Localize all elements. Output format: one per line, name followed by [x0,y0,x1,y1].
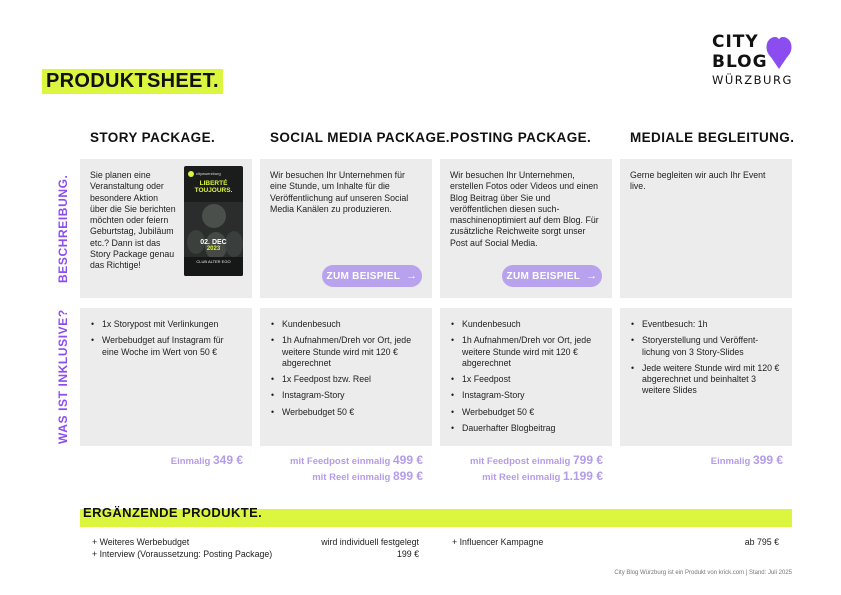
example-button-posting[interactable] [502,265,602,287]
list-item: • Werbebudget 50 € [450,407,602,418]
side-label-inclusive: WAS IST INKLUSIVE? [56,309,70,445]
story-date-2: 2023 [206,246,221,252]
footer-note: City Blog Würzburg ist ein Produkt von krick.com | Stand: Juli 2025 [614,570,792,576]
extra-item-label: + Interview (Voraussetzung: Posting Package) [92,549,273,559]
story-date-1: 02. DEC [200,239,227,246]
extra-item-label: + Influencer Kampagne [452,537,544,547]
price-social-media [260,453,423,485]
price-label: mit Feedpost einmalig [290,456,391,467]
logo-line-city: CITY [712,32,759,52]
description-text: Wir besuchen Ihr Unternehmen für eine Stunde, um Inhalte für die Veröffentlichung auf unseren Social Media Kanälen zu produzieren. [270,170,409,214]
column-title-mediale: MEDIALE BEGLEITUNG. [630,130,795,145]
price-value: 499 € [392,453,423,467]
list-item: • 1h Aufnahmen/Dreh vor Ort, jede weitere Stunde wird mit 120 € abgerechnet [450,335,602,369]
city-blog-logo[interactable] [712,34,802,94]
logo-line-wuerzburg: WÜRZBURG [712,73,793,87]
price-label: mit Reel einmalig [482,472,561,483]
extras-header-bar [80,505,792,527]
description-text: Wir besuchen Ihr Unternehmen, erstellen Fotos oder Videos und einen Blog Beitrag über Sie und veröffentlichen diesen such-maschinenoptimiert auf dem Blog. Für zusätzliche Reichweite sorgt unser Post auf Social Media. [450,170,599,248]
price-label: mit Feedpost einmalig [470,456,571,467]
column-title-story: STORY PACKAGE. [90,130,216,145]
side-label-description: BESCHREIBUNG. [56,174,70,283]
price-value: 399 € [752,453,783,467]
inclusive-list [90,319,242,363]
inclusive-card-social-media [260,308,432,446]
list-item: • 1h Aufnahmen/Dreh vor Ort, jede weitere Stunde wird mit 120 € abgerechnet [270,335,422,369]
extra-item-value: 199 € [396,549,419,559]
list-item: • 1x Storypost mit Verlinkungen [90,319,242,330]
list-item: • Jede weitere Stunde wird mit 120 € abgerechnet und beinhaltet 3 weitere Slides [630,363,782,397]
list-item: • Storyerstellung und Veröffent-lichung von 3 Story-Slides [630,335,782,358]
story-headline-2: TOUJOURS. [194,187,233,194]
list-item: • 1x Feedpost bzw. Reel [270,374,422,385]
heart-pin-icon [766,36,792,70]
list-item: • Instagram-Story [450,390,602,401]
extra-item-value: ab 795 € [744,537,779,547]
extra-item-value: wird individuell festgelegt [321,537,419,547]
inclusive-list [270,319,422,423]
price-label: Einmalig [170,456,211,467]
inclusive-card-story [80,308,252,446]
price-value: 899 € [392,469,423,483]
example-button-social-media[interactable] [322,265,422,287]
extras-title: ERGÄNZENDE PRODUKTE. [83,505,263,520]
inclusive-list [450,319,602,439]
description-card-mediale [620,159,792,298]
column-title-posting: POSTING PACKAGE. [450,130,592,145]
extra-item-label: + Weiteres Werbebudget [92,537,190,547]
list-item: • 1x Feedpost [450,374,602,385]
page-title: PRODUKTSHEET. [42,69,223,94]
profile-avatar-icon [188,171,194,177]
list-item: • Instagram-Story [270,390,422,401]
list-item: • Kundenbesuch [270,319,422,330]
price-value: 799 € [572,453,603,467]
list-item: • Dauerhafter Blogbeitrag [450,423,602,434]
arrow-right-icon: → [586,270,598,282]
button-label: ZUM BEISPIEL [326,270,401,282]
price-story [80,453,243,469]
list-item: • Eventbesuch: 1h [630,319,782,330]
story-headline-1: LIBERTÉ [199,180,228,187]
column-title-social-media: SOCIAL MEDIA PACKAGE. [270,130,450,145]
button-label: ZUM BEISPIEL [506,270,581,282]
story-example-thumbnail[interactable] [184,166,243,276]
list-item: • Werbebudget auf Instagram für eine Woche im Wert von 50 € [90,335,242,358]
logo-line-blog: BLOG [712,52,768,72]
list-item: • Werbebudget 50 € [270,407,422,418]
price-value: 1.199 € [562,469,603,483]
inclusive-list [630,319,782,402]
list-item: • Kundenbesuch [450,319,602,330]
inclusive-card-mediale [620,308,792,446]
description-text: Gerne begleiten wir auch Ihr Event live. [630,170,766,192]
description-card-social-media [260,159,432,298]
price-label: Einmalig [710,456,751,467]
arrow-right-icon: → [406,270,418,282]
description-card-posting [440,159,612,298]
story-handle: citywuerzburg [196,171,221,176]
price-posting [440,453,603,485]
price-label: mit Reel einmalig [312,472,391,483]
story-venue: CLUB ALTER EGO [196,259,231,264]
inclusive-card-posting [440,308,612,446]
price-value: 349 € [212,453,243,467]
price-mediale [620,453,783,469]
description-text: Sie planen eine Veranstaltung oder besondere Aktion über die Sie berichten möchten oder feiern Geburtstag, Jubiläum etc.? Dann ist das Story Package genau das Richtige! [90,170,176,271]
